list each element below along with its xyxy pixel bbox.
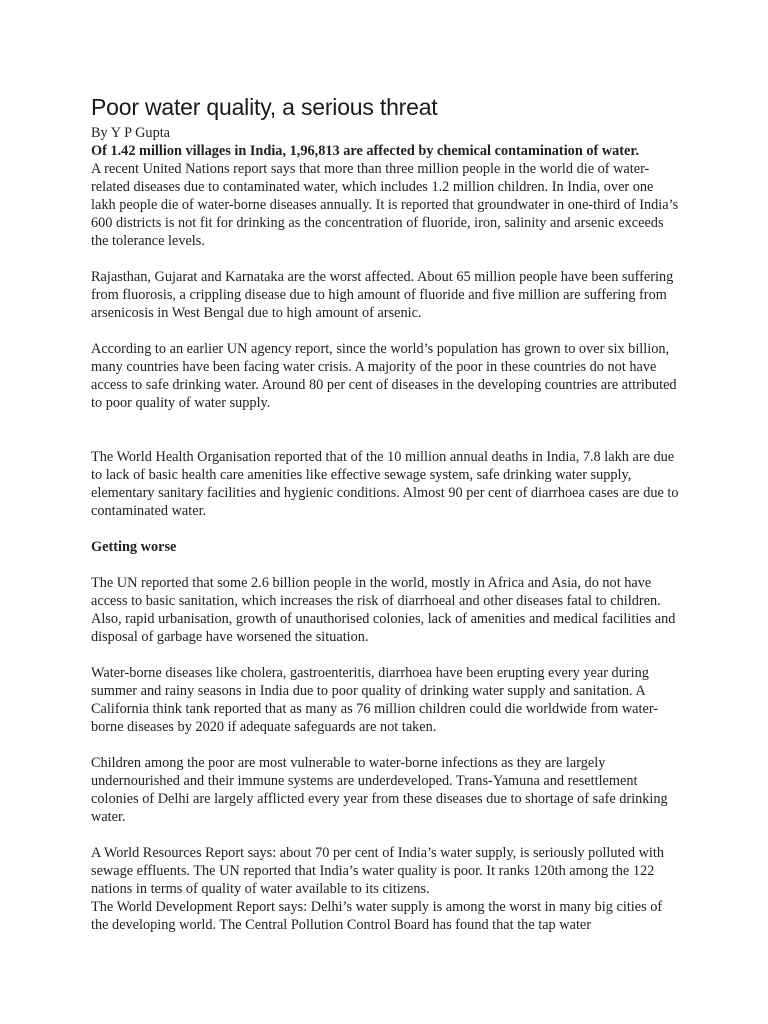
paragraph-affected-states: Rajasthan, Gujarat and Karnataka are the worst affected. About 65 million people have been suffering from fluorosis, a crippling disease due to high amount of fluoride and five million are suffering from arsenicosis in West Bengal due to high amount of arsenic. (91, 269, 674, 321)
subheading: Getting worse (91, 539, 177, 555)
paragraph-water-borne-diseases: Water-borne diseases like cholera, gastroenteritis, diarrhoea have been erupting every year during summer and rainy seasons in India due to poor quality of drinking water supply and sanitation. A California think tank reported that as many as 76 million children could die worldwide from water-borne diseases by 2020 if adequate safeguards are not taken. (91, 665, 659, 735)
byline: By Y P Gupta (91, 125, 171, 141)
article (91, 92, 681, 934)
lede: Of 1.42 million villages in India, 1,96,813 are affected by chemical contamination of water. (91, 143, 640, 159)
paragraph-sanitation: The UN reported that some 2.6 billion people in the world, mostly in Africa and Asia, do not have access to basic sanitation, which increases the risk of diarrhoeal and other diseases fatal to children. Also, rapid urbanisation, growth of unauthorised colonies, lack of amenities and medical facilities and disposal of garbage have worsened the situation. (91, 575, 676, 645)
paragraph-intro: A recent United Nations report says that more than three million people in the world die of water-related diseases due to contaminated water, which includes 1.2 million children. In India, over one lakh people die of water-borne diseases annually. It is reported that groundwater in one-third of India’s 600 districts is not fit for drinking as the concentration of fluoride, iron, salinity and arsenic exceeds the tolerance levels. (91, 161, 679, 249)
article-title: Poor water quality, a serious threat (91, 94, 438, 120)
paragraph-un-report: According to an earlier UN agency report, since the world’s population has grown to over six billion, many countries have been facing water crisis. A majority of the poor in these countries do not have access to safe drinking water. Around 80 per cent of diseases in the developing countries are attributed to poor quality of water supply. (91, 341, 677, 411)
paragraph-who-report: The World Health Organisation reported that of the 10 million annual deaths in India, 7.8 lakh are due to lack of basic health care amenities like effective sewage system, safe drinking water supply, elementary sanitary facilities and hygienic conditions. Almost 90 per cent of diarrhoea cases are due to contaminated water. (91, 449, 679, 519)
paragraph-world-development: The World Development Report says: Delhi’s water supply is among the worst in many big cities of the developing world. The Central Pollution Control Board has found that the tap water (91, 899, 663, 933)
paragraph-world-resources: A World Resources Report says: about 70 per cent of India’s water supply, is seriously polluted with sewage effluents. The UN reported that India’s water quality is poor. It ranks 120th among the 122 nations in terms of quality of water available to its citizens. (91, 845, 665, 897)
paragraph-children: Children among the poor are most vulnerable to water-borne infections as they are largely undernourished and their immune systems are underdeveloped. Trans-Yamuna and resettlement colonies of Delhi are largely afflicted every year from these diseases due to shortage of safe drinking water. (91, 755, 668, 825)
